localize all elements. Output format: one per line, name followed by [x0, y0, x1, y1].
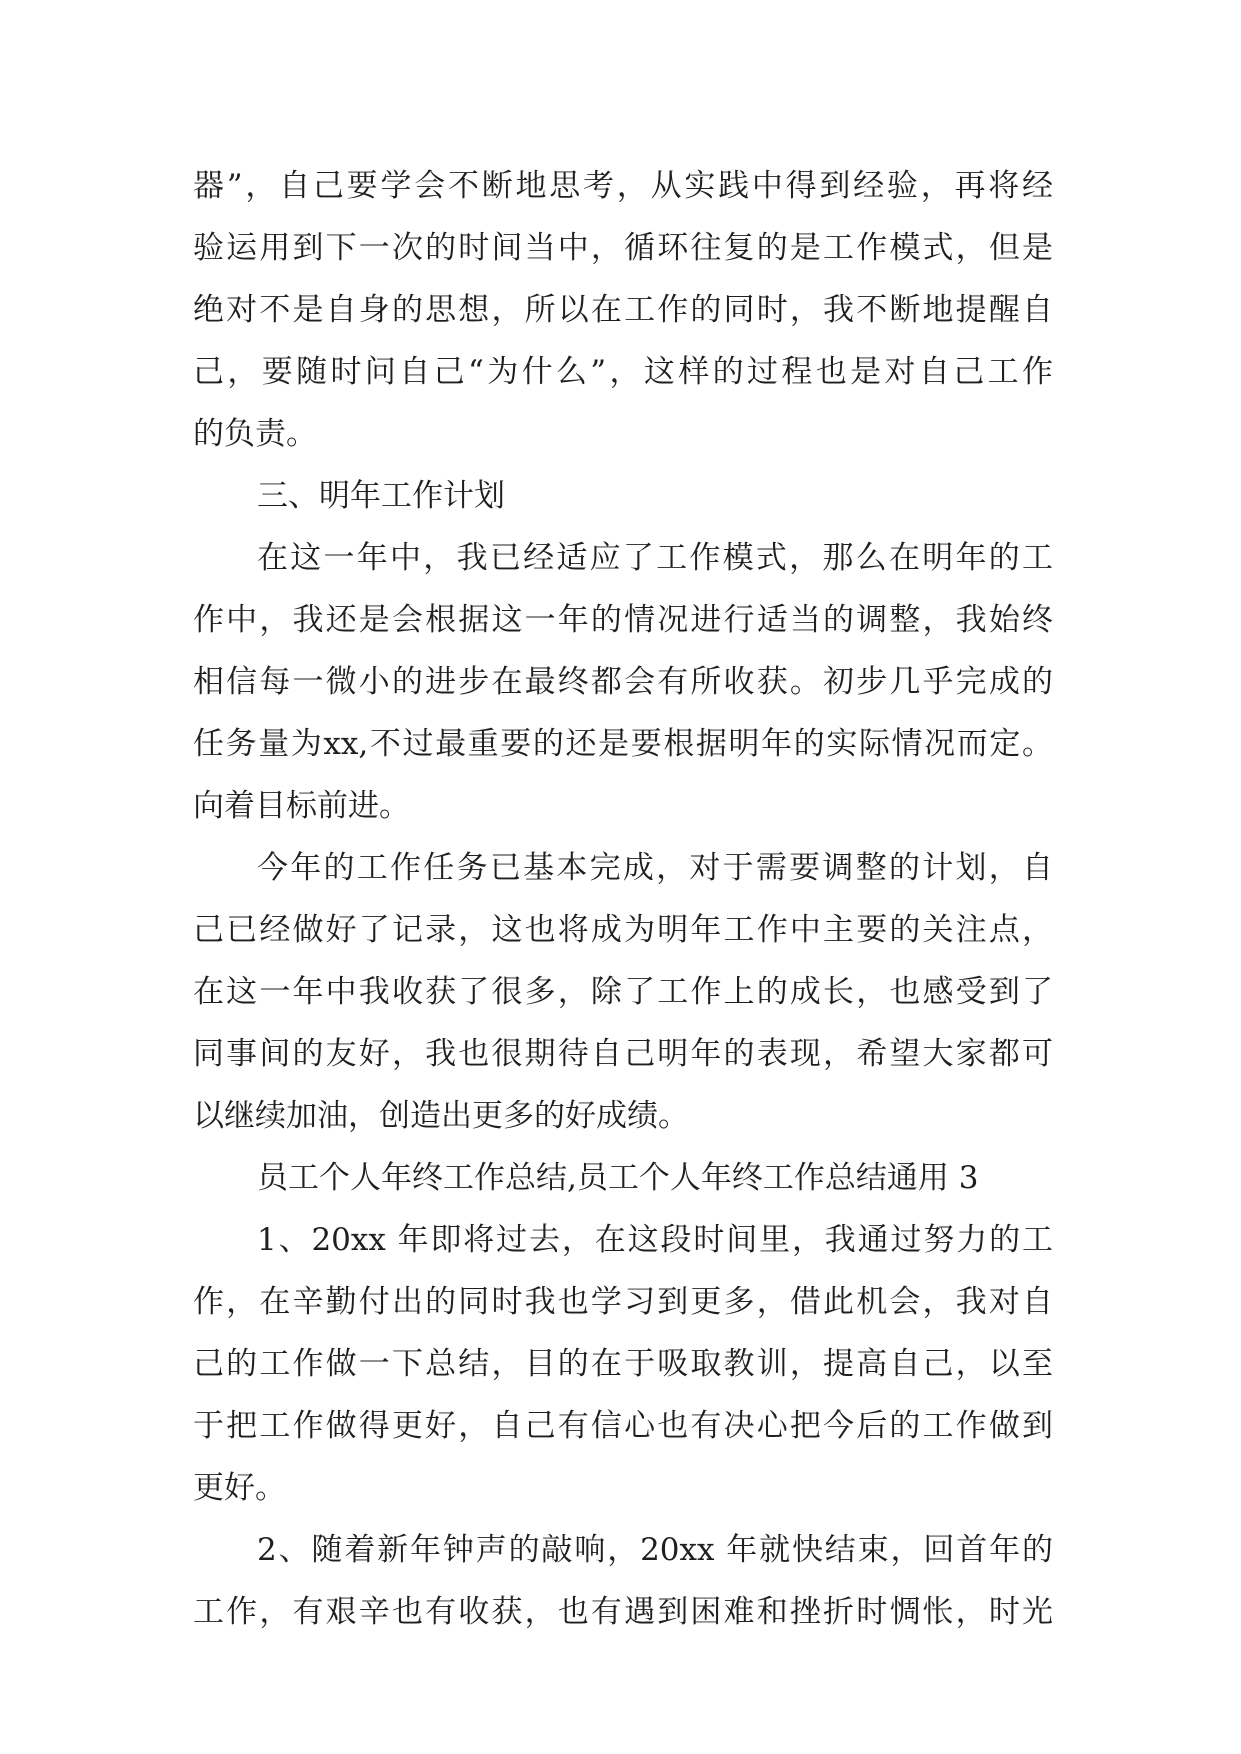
text-line: 己已经做好了记录，这也将成为明年工作中主要的关注点，	[193, 912, 1053, 948]
text-line: 以继续加油，创造出更多的好成绩。	[193, 1098, 689, 1134]
text-line: 1、20xx 年即将过去，在这段时间里，我通过努力的工	[257, 1222, 1053, 1258]
text-line: 于把工作做得更好，自己有信心也有决心把今后的工作做到	[193, 1408, 1053, 1444]
text-line: 今年的工作任务已基本完成，对于需要调整的计划，自	[257, 850, 1053, 886]
text-line: 验运用到下一次的时间当中，循环往复的是工作模式，但是	[193, 230, 1053, 266]
text-line: 工作，有艰辛也有收获，也有遇到困难和挫折时惆怅，时光	[193, 1594, 1053, 1630]
text-line: 任务量为xx,不过最重要的还是要根据明年的实际情况而定。	[193, 726, 1053, 762]
text-line: 2、随着新年钟声的敲响，20xx 年就快结束，回首年的	[257, 1532, 1053, 1568]
text-line: 更好。	[193, 1470, 286, 1506]
section-heading: 员工个人年终工作总结,员工个人年终工作总结通用 3	[257, 1160, 979, 1196]
text-line: 在这一年中我收获了很多，除了工作上的成长，也感受到了	[193, 974, 1053, 1010]
body-text	[193, 155, 1053, 1643]
section-heading: 三、明年工作计划	[257, 478, 505, 514]
text-line: 作，在辛勤付出的同时我也学习到更多，借此机会，我对自	[193, 1284, 1053, 1320]
text-line: 器”，自己要学会不断地思考，从实践中得到经验，再将经	[193, 168, 1053, 204]
text-line: 的负责。	[193, 416, 317, 452]
text-line: 相信每一微小的进步在最终都会有所收获。初步几乎完成的	[193, 664, 1053, 700]
text-line: 己，要随时问自己“为什么”，这样的过程也是对自己工作	[193, 354, 1053, 390]
text-line: 向着目标前进。	[193, 788, 410, 824]
text-line: 己的工作做一下总结，目的在于吸取教训，提高自己，以至	[193, 1346, 1053, 1382]
text-line: 作中，我还是会根据这一年的情况进行适当的调整，我始终	[193, 602, 1053, 638]
text-line: 在这一年中，我已经适应了工作模式，那么在明年的工	[257, 540, 1053, 576]
text-line: 同事间的友好，我也很期待自己明年的表现，希望大家都可	[193, 1036, 1053, 1072]
text-line: 绝对不是自身的思想，所以在工作的同时，我不断地提醒自	[193, 292, 1053, 328]
